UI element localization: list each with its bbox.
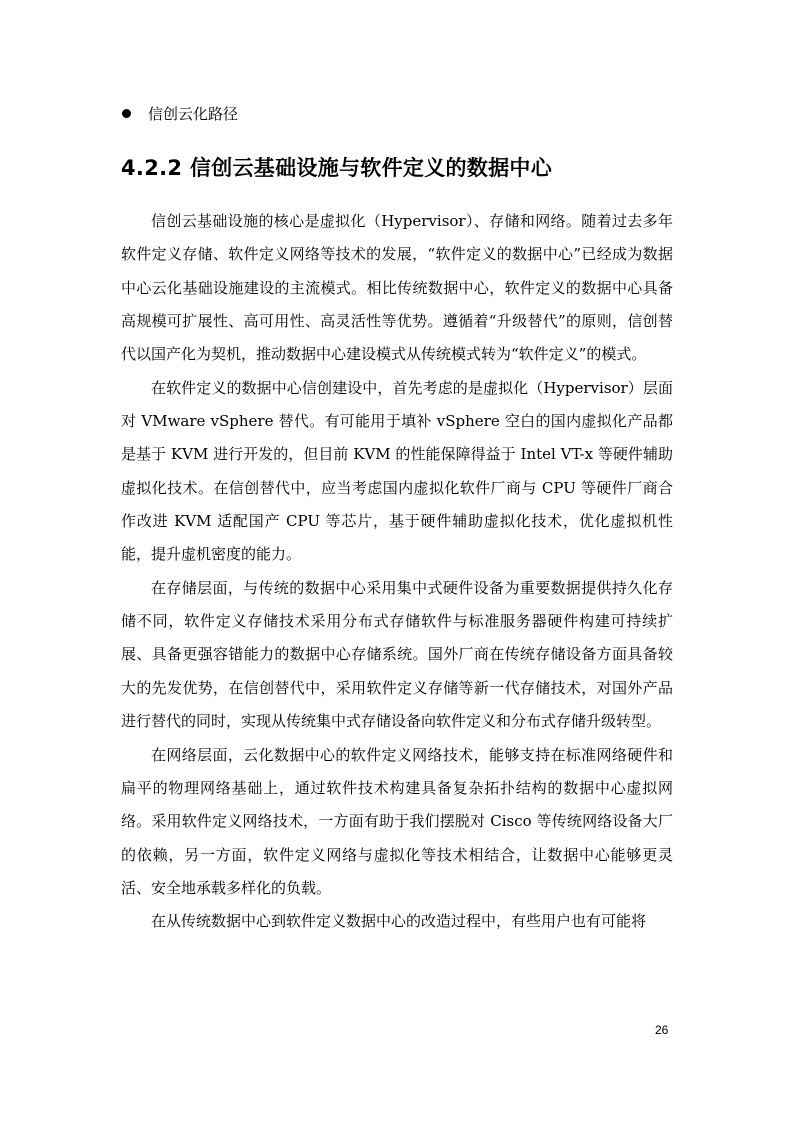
paragraph: 信创云基础设施的核心是虚拟化（Hypervisor）、存储和网络。随着过去多年软件定义存储、软件定义网络等技术的发展，“软件定义的数据中心”已经成为数据中心云化基础设施建设的主流模式。相比传统数据中心，软件定义的数据中心具备高规模可扩展性、高可用性、高灵活性等优势。遵循着“升级替代”的原则，信创替代以国产化为契机，推动数据中心建设模式从传统模式转为“软件定义”的模式。 — [121, 212, 673, 364]
body-text — [121, 205, 673, 939]
paragraph: 在网络层面，云化数据中心的软件定义网络技术，能够支持在标准网络硬件和扁平的物理网络基础上，通过软件技术构建具备复杂拓扑结构的数据中心虚拟网络。采用软件定义网络技术，一方面有助于我们摆脱对 Cisco 等传统网络设备大厂的依赖，另一方面，软件定义网络与虚拟化等技术相结合，让数据中心能够更灵活、安全地承载多样化的负载。 — [121, 745, 673, 897]
paragraph: 在从传统数据中心到软件定义数据中心的改造过程中，有些用户也有可能将 — [151, 912, 647, 931]
bullet-item — [122, 101, 238, 125]
bullet-text: 信创云化路径 — [148, 104, 239, 123]
paragraph: 在软件定义的数据中心信创建设中，首先考虑的是虚拟化（Hypervisor）层面对 VMware vSphere 替代。有可能用于填补 vSphere 空白的国内虚拟化产品都是基于 KVM 进行开发的，但目前 KVM 的性能保障得益于 Intel VT-x 等硬件辅助虚拟化技术。在信创替代中，应当考虑国内虚拟化软件厂商与 CPU 等硬件厂商合作改进 KVM 适配国产 CPU 等芯片，基于硬件辅助虚拟化技术，优化虚拟机性能，提升虚机密度的能力。 — [121, 378, 673, 564]
paragraph: 在存储层面，与传统的数据中心采用集中式硬件设备为重要数据提供持久化存储不同，软件定义存储技术采用分布式存储软件与标准服务器硬件构建可持续扩展、具备更强容错能力的数据中心存储系统。国外厂商在传统存储设备方面具备较大的先发优势，在信创替代中，采用软件定义存储等新一代存储技术，对国外产品进行替代的同时，实现从传统集中式存储设备向软件定义和分布式存储升级转型。 — [121, 578, 673, 731]
section-heading: 4.2.2 信创云基础设施与软件定义的数据中心 — [121, 156, 552, 180]
page-number: 26 — [655, 1023, 669, 1037]
bullet-dot-icon — [122, 109, 131, 118]
